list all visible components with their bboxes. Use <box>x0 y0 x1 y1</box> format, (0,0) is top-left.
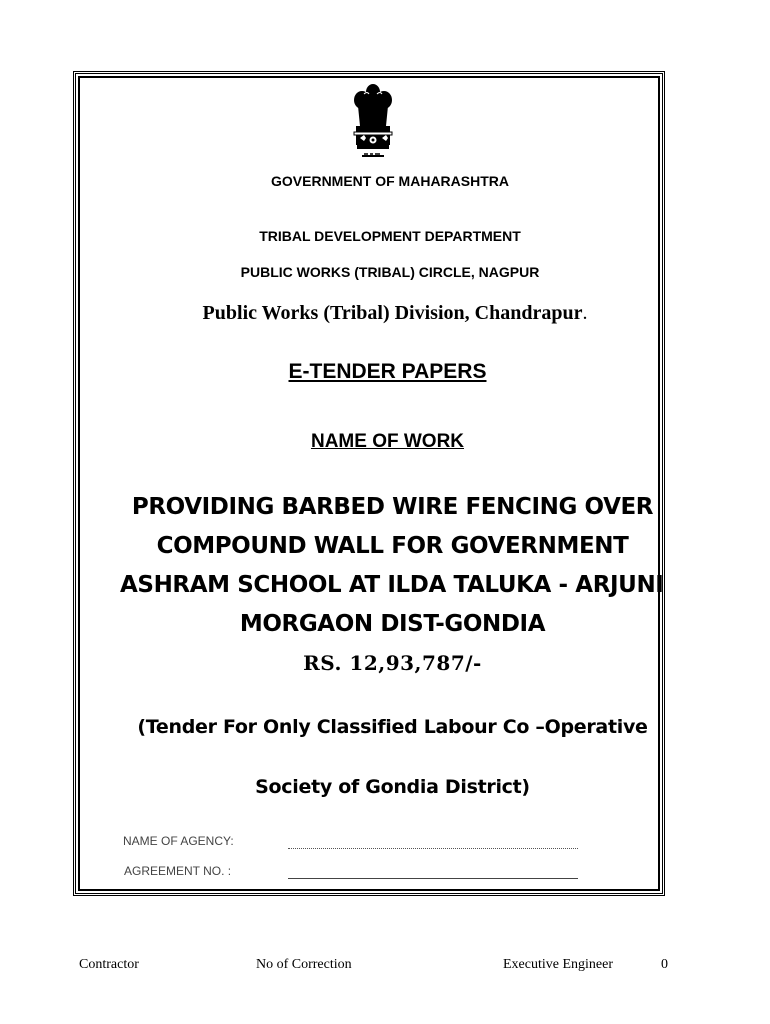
work-description-line-2: COMPOUND WALL FOR GOVERNMENT <box>156 533 629 559</box>
classification-line-1: (Tender For Only Classified Labour Co –Operative <box>137 716 648 738</box>
work-description-line-1: PROVIDING BARBED WIRE FENCING OVER <box>131 494 654 520</box>
agency-label: NAME OF AGENCY: <box>123 834 234 848</box>
page-border-inner <box>78 76 660 891</box>
division-heading <box>0 302 770 325</box>
footer-engineer: Executive Engineer <box>503 957 614 972</box>
work-description-line-3: ASHRAM SCHOOL AT ILDA TALUKA - ARJUNI <box>120 572 664 598</box>
agreement-input-line[interactable] <box>288 878 578 879</box>
page-number: 0 <box>661 957 668 972</box>
work-description-line-4: MORGAON DIST-GONDIA <box>239 611 546 637</box>
government-heading: GOVERNMENT OF MAHARASHTRA <box>271 173 509 189</box>
classification-line-2: Society of Gondia District) <box>255 776 530 798</box>
agency-input-line[interactable] <box>288 848 578 849</box>
agreement-label: AGREEMENT NO. : <box>124 864 232 878</box>
tender-amount: RS. 12,93,787/- <box>303 651 482 675</box>
footer-correction: No of Correction <box>256 957 352 972</box>
name-of-work-label: NAME OF WORK <box>310 431 465 452</box>
circle-heading: PUBLIC WORKS (TRIBAL) CIRCLE, NAGPUR <box>240 264 540 280</box>
department-heading: TRIBAL DEVELOPMENT DEPARTMENT <box>259 228 521 244</box>
document-title: E-TENDER PAPERS <box>288 360 487 383</box>
division-period: . <box>582 302 588 324</box>
division-name: Public Works (Tribal) Division, Chandrapur <box>202 302 583 324</box>
national-emblem-icon <box>348 82 398 164</box>
footer-contractor: Contractor <box>79 957 139 972</box>
